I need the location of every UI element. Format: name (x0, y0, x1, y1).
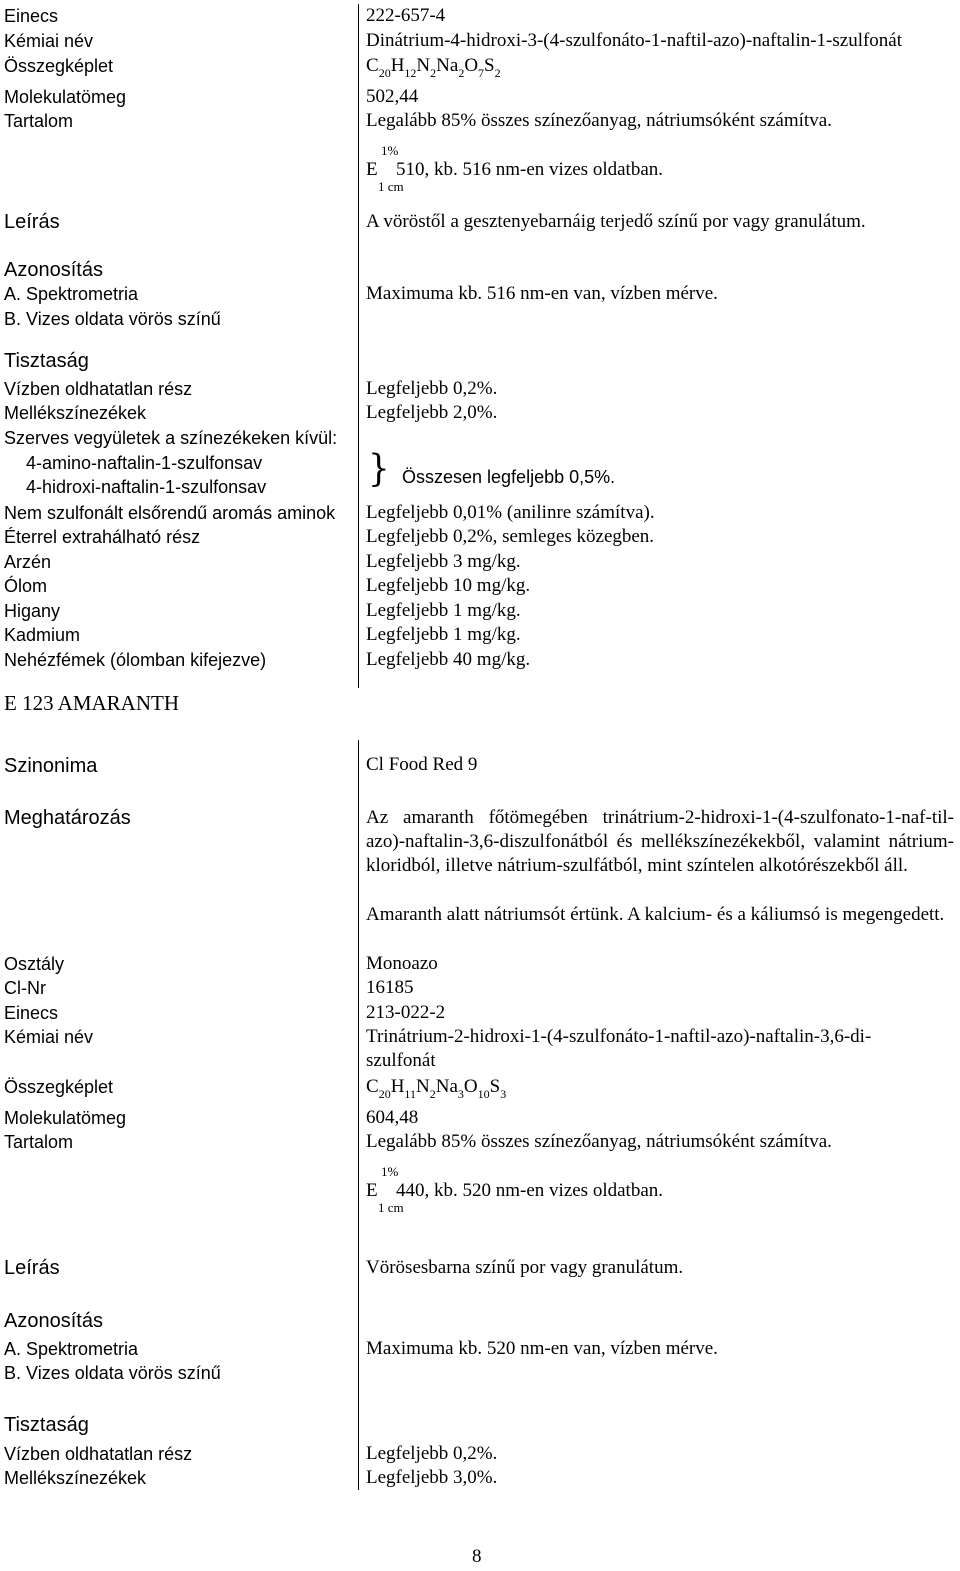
chem-name-value-2-line2: szulfonát (366, 1050, 436, 1071)
description-value-2: Vörösesbarna színű por vagy granulátum. (366, 1257, 684, 1278)
column-divider-bottom (358, 740, 359, 1490)
aqueous-solution-label: B. Vizes oldata vörös színű (4, 309, 221, 329)
subsidiary-colours-label-2: Mellékszínezékek (4, 1468, 147, 1488)
identification-heading: Azonosítás (4, 259, 103, 281)
ether-extract-label: Éterrel extrahálható rész (4, 527, 201, 547)
amines-label: Nem szulfonált elsőrendű aromás aminok (4, 503, 336, 523)
description-value: A vöröstől a gesztenyebarnáig terjedő színű por vagy granulátum. (366, 211, 866, 232)
extinction-subscript-2: 1 cm (378, 1200, 404, 1215)
description-heading: Leírás (4, 211, 60, 233)
description-heading-2: Leírás (4, 1257, 60, 1279)
einecs-label: Einecs (4, 6, 59, 26)
extinction-superscript-2: 1% (381, 1164, 399, 1179)
spectrometry-label-2: A. Spektrometria (4, 1339, 139, 1359)
mol-weight-label-2: Molekulatömeg (4, 1108, 127, 1128)
ether-extract-value: Legfeljebb 0,2%, semleges közegben. (366, 526, 655, 547)
mercury-value: Legfeljebb 1 mg/kg. (366, 600, 521, 621)
heavy-metals-value: Legfeljebb 40 mg/kg. (366, 649, 531, 670)
formula-label-2: Összegképlet (4, 1077, 114, 1097)
amines-value: Legfeljebb 0,01% (anilinre számítva). (366, 502, 655, 523)
mol-weight-value-2: 604,48 (366, 1107, 419, 1128)
identification-heading-2: Azonosítás (4, 1310, 103, 1332)
column-divider-top (358, 4, 359, 688)
insoluble-value-2: Legfeljebb 0,2%. (366, 1443, 498, 1464)
extinction-superscript: 1% (381, 143, 399, 158)
lead-value: Legfeljebb 10 mg/kg. (366, 575, 531, 596)
subsidiary-colours-value-2: Legfeljebb 3,0%. (366, 1467, 498, 1488)
lead-label: Ólom (4, 576, 48, 596)
organic-total-value: Összesen legfeljebb 0,5%. (402, 467, 616, 487)
heavy-metals-label: Nehézfémek (ólomban kifejezve) (4, 650, 267, 670)
aqueous-solution-label-2: B. Vizes oldata vörös színű (4, 1363, 221, 1383)
extinction-value-2: 440, kb. 520 nm-en vizes oldatban. (396, 1180, 664, 1201)
cl-nr-value: 16185 (366, 977, 414, 998)
organic-compounds-label: Szerves vegyületek a színezékeken kívül: (4, 428, 338, 448)
arsenic-value: Legfeljebb 3 mg/kg. (366, 551, 521, 572)
subsidiary-colours-value: Legfeljebb 2,0%. (366, 402, 498, 423)
insoluble-label: Vízben oldhatatlan rész (4, 379, 193, 399)
chem-name-label-2: Kémiai név (4, 1027, 94, 1047)
page-number: 8 (472, 1546, 482, 1567)
definition-text-1: Az amaranth főtömegében trinátrium-2-hidroxi-1-(4-szulfonato-1-naf-til-azo)-naftalin-3,6-diszulfonátból és mellékszínezékekből, valamint nátrium-kloridból, illetve nátrium-szulfátból, mint színtelen alkotórészekből áll. (366, 807, 954, 876)
formula-label: Összegképlet (4, 56, 114, 76)
einecs-value-2: 213-022-2 (366, 1002, 446, 1023)
mol-weight-label: Molekulatömeg (4, 87, 127, 107)
purity-heading: Tisztaság (4, 350, 89, 372)
spectrometry-label: A. Spektrometria (4, 284, 139, 304)
chem-name-value: Dinátrium-4-hidroxi-3-(4-szulfonáto-1-naftil-azo)-naftalin-1-szulfonát (366, 30, 903, 51)
spectrometry-value-2: Maximuma kb. 520 nm-en van, vízben mérve. (366, 1338, 718, 1359)
cl-nr-label: Cl-Nr (4, 978, 46, 998)
formula-value-2: $C_{20}H_{11}N_2Na_3O_{10}S_3$ (366, 1076, 507, 1101)
content-value: Legalább 85% összes színezőanyag, nátriumsóként számítva. (366, 110, 832, 131)
mol-weight-value: 502,44 (366, 86, 419, 107)
extinction-symbol-2: E (366, 1180, 378, 1201)
extinction-subscript: 1 cm (378, 179, 404, 194)
definition-heading: Meghatározás (4, 807, 131, 829)
organic-compound-2: 4-hidroxi-naftalin-1-szulfonsav (26, 477, 267, 497)
class-value: Monoazo (366, 953, 438, 974)
purity-heading-2: Tisztaság (4, 1414, 89, 1436)
synonym-heading: Szinonima (4, 755, 98, 777)
cadmium-label: Kadmium (4, 625, 81, 645)
insoluble-value: Legfeljebb 0,2%. (366, 378, 498, 399)
mercury-label: Higany (4, 601, 61, 621)
arsenic-label: Arzén (4, 552, 52, 572)
curly-brace: } (368, 447, 390, 491)
extinction-value: 510, kb. 516 nm-en vizes oldatban. (396, 159, 664, 180)
definition-text-2: Amaranth alatt nátriumsót értünk. A kalcium- és a káliumsó is megengedett. (366, 904, 945, 925)
formula-value: $C_{20}H_{12}N_2Na_2O_7S_2$ (366, 55, 501, 80)
spectrometry-value: Maximuma kb. 516 nm-en van, vízben mérve. (366, 283, 718, 304)
content-value-2: Legalább 85% összes színezőanyag, nátriumsóként számítva. (366, 1131, 832, 1152)
cadmium-value: Legfeljebb 1 mg/kg. (366, 624, 521, 645)
class-label: Osztály (4, 954, 65, 974)
section-title: E 123 AMARANTH (4, 691, 180, 715)
einecs-label-2: Einecs (4, 1003, 59, 1023)
content-label: Tartalom (4, 111, 74, 131)
chem-name-value-2-line1: Trinátrium-2-hidroxi-1-(4-szulfonáto-1-naftil-azo)-naftalin-3,6-di- (366, 1026, 872, 1047)
insoluble-label-2: Vízben oldhatatlan rész (4, 1444, 193, 1464)
organic-compound-1: 4-amino-naftalin-1-szulfonsav (26, 453, 263, 473)
chem-name-label: Kémiai név (4, 31, 94, 51)
einecs-value: 222-657-4 (366, 5, 446, 26)
synonym-value: Cl Food Red 9 (366, 754, 478, 775)
subsidiary-colours-label: Mellékszínezékek (4, 403, 147, 423)
extinction-symbol: E (366, 159, 378, 180)
content-label-2: Tartalom (4, 1132, 74, 1152)
